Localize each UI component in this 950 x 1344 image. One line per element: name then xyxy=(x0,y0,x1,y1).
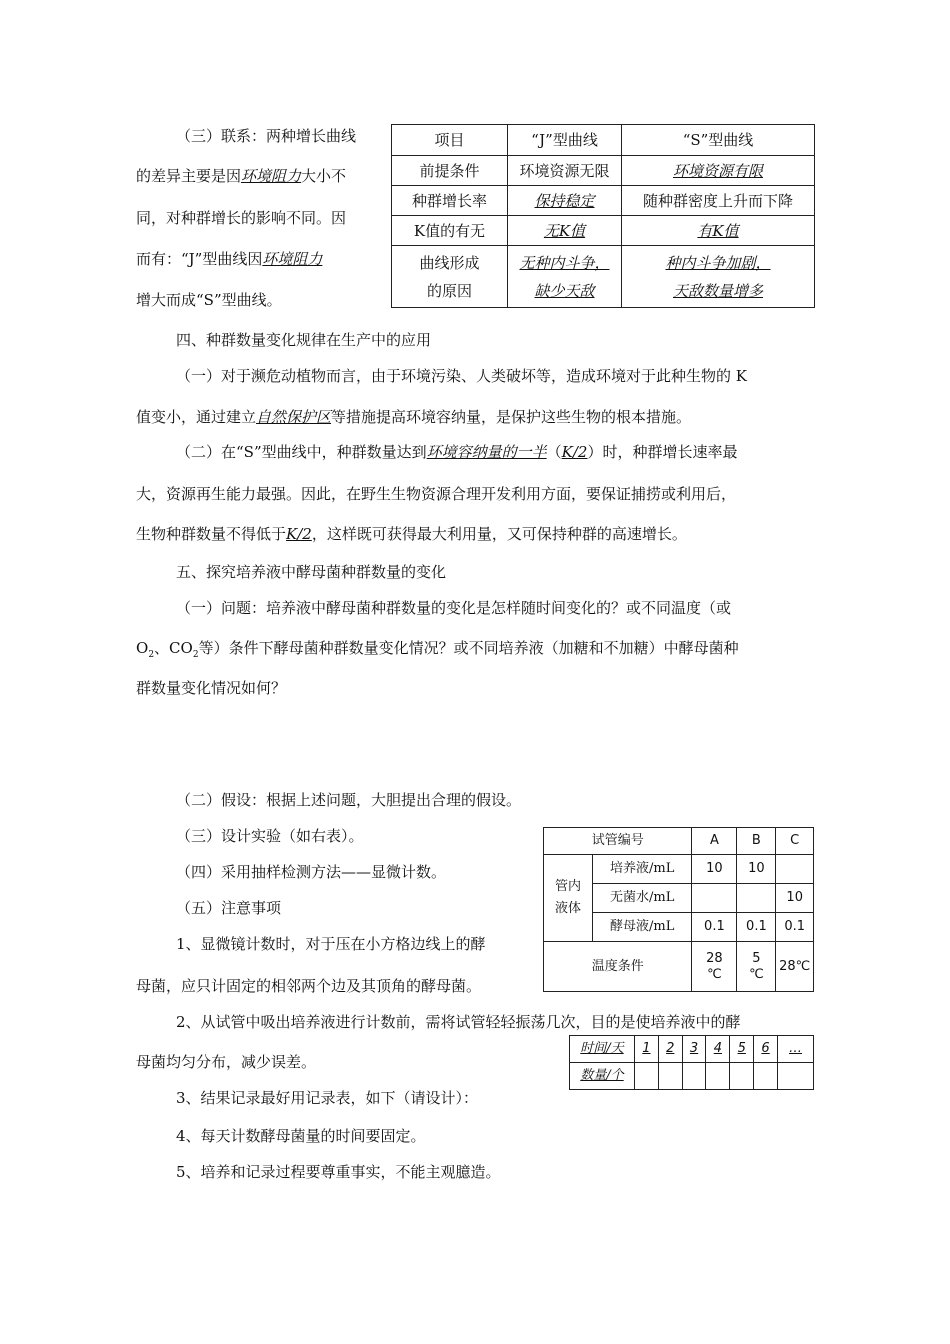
table2-group-label: 管内 液体 xyxy=(544,855,593,942)
table2-header: 试管编号 xyxy=(544,828,692,855)
sec3-line5: 增大而成“S”型曲线。 xyxy=(136,291,282,309)
table1-cell: 无K值 xyxy=(508,216,622,246)
table3-header: 6 xyxy=(754,1036,778,1063)
sec5-note2-line2: 母菌均匀分布，减少误差。 xyxy=(136,1053,317,1071)
sec4-p2-line1: （二）在“S”型曲线中，种群数量达到环境容纳量的一半（K/2）时，种群增长速率最 xyxy=(176,443,738,461)
sec5-question-line1: （一）问题：培养液中酵母菌种群数量的变化是怎样随时间变化的？或不同温度（或 xyxy=(176,599,732,617)
table2-cell: 0.1 xyxy=(737,913,776,942)
table3-header: 2 xyxy=(658,1036,682,1063)
table1-cell: 有K值 xyxy=(622,216,815,246)
table1-cell: 无种内斗争， 缺少天敌 xyxy=(508,246,622,308)
sec4-p2-line2: 大，资源再生能力最强。因此，在野生生物资源合理开发利用方面，要保证捕捞或利用后， xyxy=(136,485,737,503)
table3-cell xyxy=(658,1063,682,1090)
sec5-note1-line2: 母菌，应只计固定的相邻两个边及其顶角的酵母菌。 xyxy=(136,977,482,995)
sec4-p1-line1: （一）对于濒危动植物而言，由于环境污染、人类破坏等，造成环境对于此种生物的 K xyxy=(176,367,747,385)
table3-header: 5 xyxy=(730,1036,754,1063)
table2-cell xyxy=(692,884,737,913)
table2-cell: 0.1 xyxy=(776,913,814,942)
sec5-question-line3: 群数量变化情况如何？ xyxy=(136,679,287,697)
sec5-question-line2: $O_2$、$CO_2$等）条件下酵母菌种群数量变化情况？或不同培养液（加糖和不加糖）中酵母菌种 xyxy=(136,639,739,660)
sec5-note5: 5、培养和记录过程要尊重事实，不能主观臆造。 xyxy=(176,1163,501,1181)
table1-cell: 环境资源无限 xyxy=(508,156,622,186)
table2-row-label: 无菌水/mL xyxy=(593,884,692,913)
sec4-p2-line3: 生物种群数量不得低于K/2，这样既可获得最大利用量，又可保持种群的高速增长。 xyxy=(136,525,687,543)
table1-cell: 曲线形成 的原因 xyxy=(392,246,508,308)
sec5-note4: 4、每天计数酵母菌量的时间要固定。 xyxy=(176,1127,426,1145)
table2-cell: 10 xyxy=(776,884,814,913)
sec5-method: （四）采用抽样检测方法——显微计数。 xyxy=(176,863,447,881)
table1-header: 项目 xyxy=(392,125,508,156)
table2-cell: 28 ℃ xyxy=(692,942,737,992)
sec3-line4: 而有：“J”型曲线因环境阻力 xyxy=(136,250,323,268)
table1-cell: K值的有无 xyxy=(392,216,508,246)
table1-cell: 前提条件 xyxy=(392,156,508,186)
table2-row-label: 温度条件 xyxy=(544,942,692,992)
curve-comparison-table xyxy=(391,124,815,308)
sec3-line2: 的差异主要是因环境阻力大小不 xyxy=(136,167,347,185)
table2-header: A xyxy=(692,828,737,855)
table2-cell: 5 ℃ xyxy=(737,942,776,992)
sec5-note1-line1: 1、显微镜计数时，对于压在小方格边线上的酵 xyxy=(176,935,486,953)
table2-header: C xyxy=(776,828,814,855)
table1-header: “J”型曲线 xyxy=(508,125,622,156)
table3-cell xyxy=(706,1063,730,1090)
record-table xyxy=(569,1035,814,1090)
table2-cell xyxy=(776,855,814,884)
sec5-note3: 3、结果记录最好用记录表，如下（请设计）： xyxy=(176,1089,479,1107)
table3-header: 时间/天 xyxy=(570,1036,635,1063)
table1-header: “S”型曲线 xyxy=(622,125,815,156)
sec3-line3: 同，对种群增长的影响不同。因 xyxy=(136,209,347,227)
sec5-note2-line1: 2、从试管中吸出培养液进行计数前，需将试管轻轻振荡几次，目的是使培养液中的酵 xyxy=(176,1013,741,1031)
table3-header: 3 xyxy=(682,1036,706,1063)
table3-header: 1 xyxy=(635,1036,659,1063)
sec5-hypothesis: （二）假设：根据上述问题，大胆提出合理的假设。 xyxy=(176,791,522,809)
table3-header: … xyxy=(777,1036,813,1063)
table2-cell: 28℃ xyxy=(776,942,814,992)
sec4-p1-line2: 值变小，通过建立自然保护区等措施提高环境容纳量，是保护这些生物的根本措施。 xyxy=(136,408,692,426)
table3-cell xyxy=(777,1063,813,1090)
table3-cell xyxy=(635,1063,659,1090)
table3-cell xyxy=(754,1063,778,1090)
table1-cell: 保持稳定 xyxy=(508,186,622,216)
table2-row-label: 培养液/mL xyxy=(593,855,692,884)
table1-cell: 环境资源有限 xyxy=(622,156,815,186)
sec5-title: 五、探究培养液中酵母菌种群数量的变化 xyxy=(176,563,447,581)
table3-cell xyxy=(730,1063,754,1090)
table2-row-label: 酵母液/mL xyxy=(593,913,692,942)
sec4-title: 四、种群数量变化规律在生产中的应用 xyxy=(176,331,432,349)
table3-row-label: 数量/个 xyxy=(570,1063,635,1090)
table2-cell: 10 xyxy=(692,855,737,884)
sec3-line1: （三）联系：两种增长曲线 xyxy=(176,127,357,145)
sec5-design: （三）设计实验（如右表）。 xyxy=(176,827,364,845)
table3-cell xyxy=(682,1063,706,1090)
table2-cell xyxy=(737,884,776,913)
table2-header: B xyxy=(737,828,776,855)
sec5-notes-title: （五）注意事项 xyxy=(176,899,282,917)
table2-cell: 0.1 xyxy=(692,913,737,942)
table1-cell: 种群增长率 xyxy=(392,186,508,216)
table3-header: 4 xyxy=(706,1036,730,1063)
table1-cell: 随种群密度上升而下降 xyxy=(622,186,815,216)
table1-cell: 种内斗争加剧， 天敌数量增多 xyxy=(622,246,815,308)
table2-cell: 10 xyxy=(737,855,776,884)
experiment-design-table xyxy=(543,827,814,992)
